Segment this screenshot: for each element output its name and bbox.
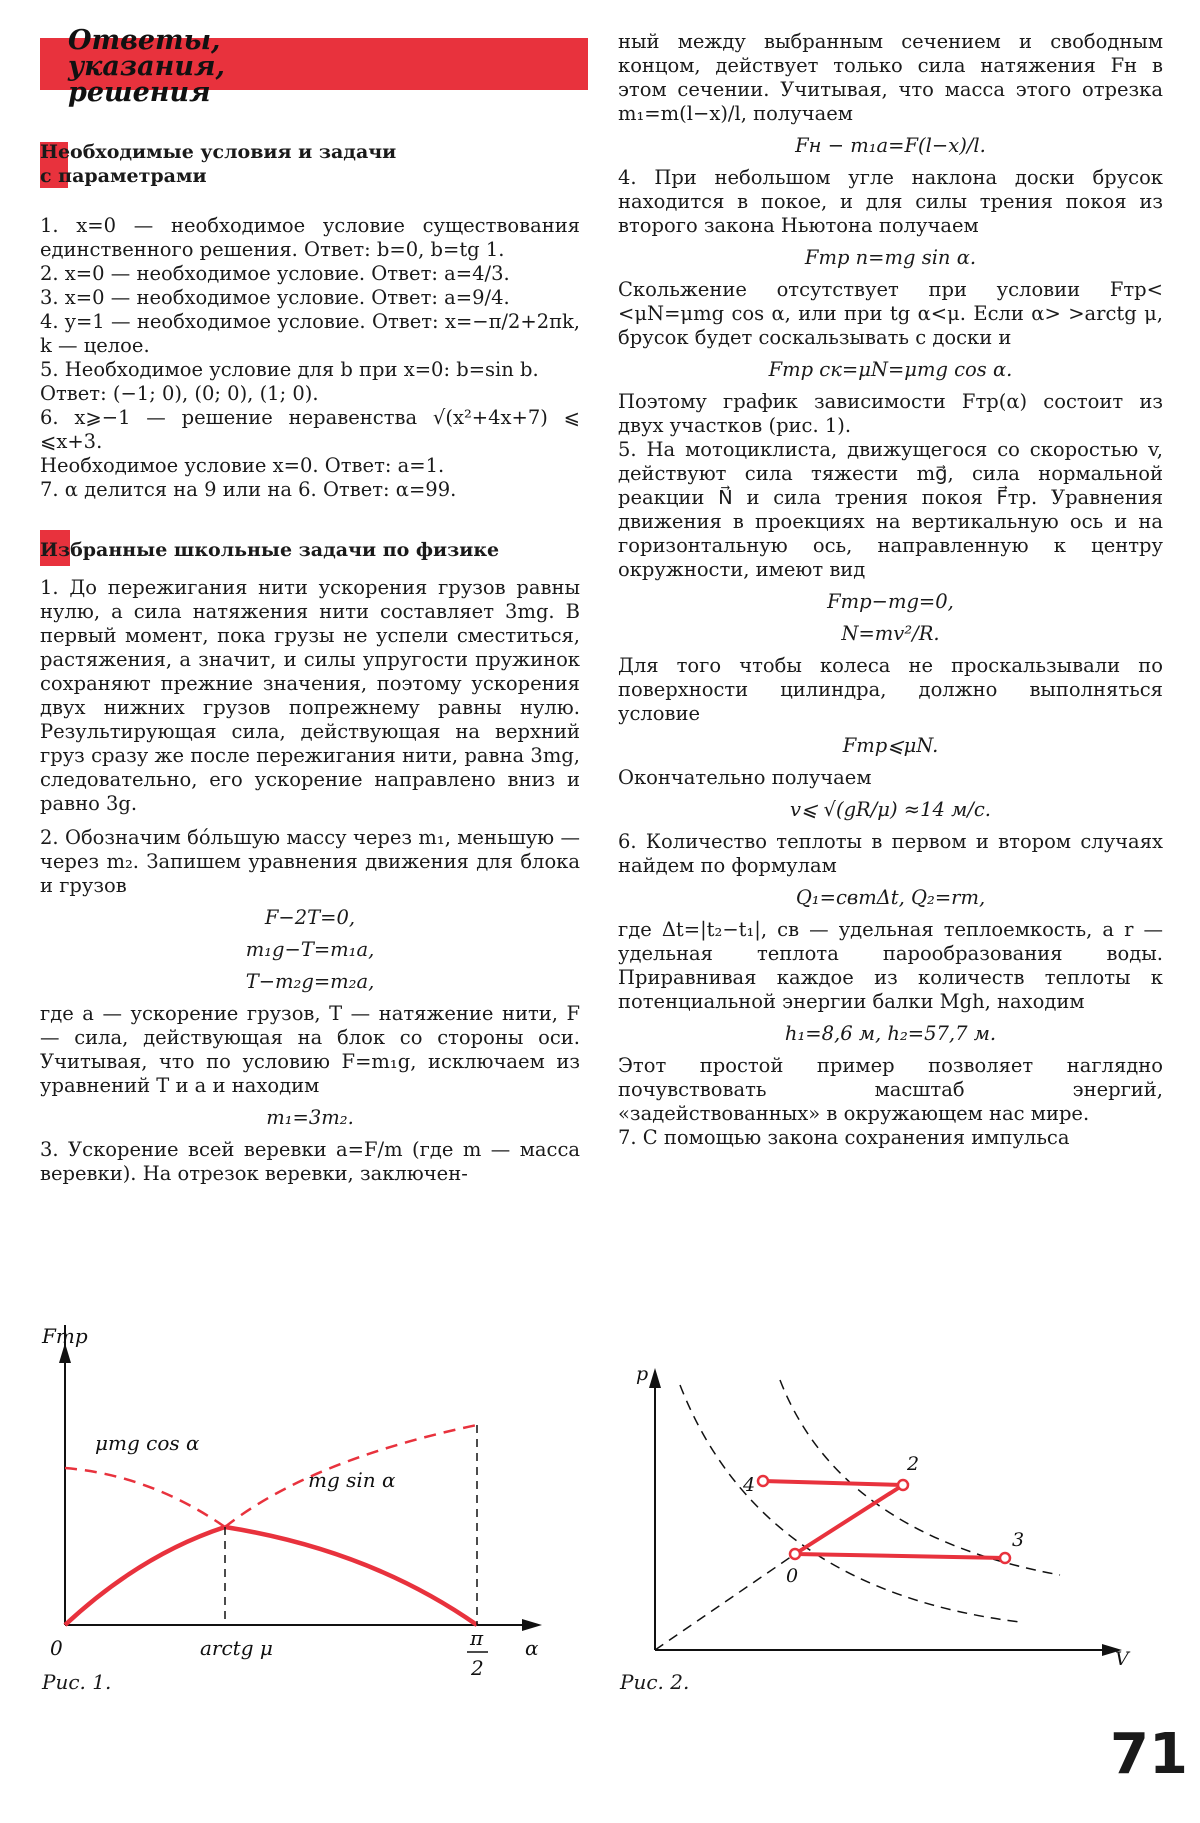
fig2-point-0 — [790, 1549, 800, 1559]
figure-2 — [620, 1360, 1140, 1670]
fig2-caption: Рис. 2. — [620, 1670, 690, 1694]
r-problem-4: 4. При небольшом угле наклона доски брусок находится в покое, и для силы трения покоя из второго закона Ньютона получаем — [618, 166, 1163, 237]
fig2-label-0: 0 — [786, 1565, 799, 1587]
s2-eq-2b: m₁g−T=m₁a, — [245, 938, 375, 961]
s2-problem-2: 2. Обозначим бóльшую массу через m₁, меньшую — через m₂. Запишем уравнения движения для блока и грузов — [40, 826, 580, 897]
r-eq-5b: N=mv²/R. — [841, 622, 940, 645]
r-problem-7: 7. С помощью закона сохранения импульса — [618, 1126, 1070, 1149]
fig1-cos-solid — [225, 1527, 477, 1625]
s1-item-7: 7. α делится на 9 или на 6. Ответ: α=99. — [40, 478, 457, 501]
fig2-point-3 — [1000, 1553, 1010, 1563]
fig2-point-4 — [758, 1476, 768, 1486]
left-column — [40, 140, 580, 1186]
s1-item-6: 6. x⩾−1 — решение неравенства √(x²+4x+7) ⩽ ⩽x+3. — [40, 406, 580, 453]
fig1-x-arrow — [522, 1619, 542, 1631]
fig2-label-3: 3 — [1012, 1529, 1025, 1551]
r-problem-5: 5. На мотоциклиста, движущегося со скоростью v, действуют сила тяжести mg⃗, сила нормальной реакции N⃗ и сила трения покоя F⃗тр. Уравнения движения в проекциях на вертикальную ось и на горизонтальную ось, направленную к центру окружности, имеют вид — [618, 438, 1163, 581]
fig2-label-4: 4 — [743, 1474, 756, 1496]
r-problem-4c: Поэтому график зависимости Fтр(α) состоит из двух участков (рис. 1). — [618, 390, 1163, 437]
fig2-point-2 — [898, 1480, 908, 1490]
fig1-caption: Рис. 1. — [42, 1670, 112, 1694]
fig2-xlabel: V — [1115, 1648, 1129, 1670]
s2-eq-2a: F−2T=0, — [264, 906, 356, 929]
r-problem-3-cont: ный между выбранным сечением и свободным концом, действует только сила натяжения Fн в этом сечении. Учитывая, что масса этого отрезка m₁=m(l−x)/l, получаем — [618, 30, 1163, 125]
fig2-ylabel: p — [636, 1363, 649, 1385]
s1-item-6-answer: Необходимое условие x=0. Ответ: a=1. — [40, 454, 445, 477]
s1-item-2: 2. x=0 — необходимое условие. Ответ: a=4/3. — [40, 262, 510, 285]
s2-eq-2c: T−m₂g=m₂a, — [245, 970, 375, 993]
s2-eq-2d: m₁=3m₂. — [266, 1106, 354, 1129]
r-eq-6b: h₁=8,6 м, h₂=57,7 м. — [784, 1022, 997, 1045]
section2-heading: Избранные школьные задачи по физике — [40, 538, 580, 562]
fig1-sin-solid — [65, 1527, 225, 1625]
banner-title: Ответы, указания, решения — [68, 25, 225, 108]
fig1-cos-label: μmg cos α — [95, 1431, 200, 1455]
r-eq-3: Fн − m₁a=F(l−x)/l. — [795, 134, 986, 157]
fig1-xlabel: α — [525, 1636, 539, 1660]
fig1-ylabel: Fтр — [42, 1325, 88, 1348]
s2-problem-3: 3. Ускорение всей веревки a=F/m (где m — масса веревки). На отрезок веревки, заключен- — [40, 1138, 580, 1185]
fig2-origin-line — [655, 1554, 795, 1650]
r-eq-5c: Fтр⩽μN. — [842, 734, 939, 757]
s1-item-4: 4. y=1 — необходимое условие. Ответ: x=−π/2+2πk, k — целое. — [40, 310, 580, 357]
s2-problem-1: 1. До пережигания нити ускорения грузов равны нулю, а сила натяжения нити составляет 3mg. В первый момент, пока грузы не успели сместиться, растяжения, а значит, и силы упругости пружинок сохраняют прежние значения, поэтому ускорения двух нижних грузов попрежнему равны нулю. Результирующая сила, действующая на верхний груз сразу же после пережигания нити, равна 3mg, следовательно, его ускорение направлено вниз и равно 3g. — [40, 576, 580, 815]
fig2-isotherm-inner — [680, 1385, 1020, 1622]
s1-item-3: 3. x=0 — необходимое условие. Ответ: a=9/4. — [40, 286, 510, 309]
fig1-pi: π — [470, 1626, 484, 1650]
r-problem-4b: Скольжение отсутствует при условии Fтр< <μN=μmg cos α, или при tg α<μ. Если α> >arctg μ, брусок будет соскальзывать с доски и — [618, 278, 1163, 349]
r-eq-5a: Fтр−mg=0, — [827, 590, 954, 613]
figure-1 — [30, 1325, 570, 1685]
s1-item-5-answer: Ответ: (−1; 0), (0; 0), (1; 0). — [40, 382, 319, 405]
fig2-process — [763, 1481, 1005, 1558]
r-eq-4a: Fтр п=mg sin α. — [804, 246, 977, 269]
right-column — [618, 30, 1163, 1150]
r-problem-6b: где Δt=|t₂−t₁|, cв — удельная теплоемкость, а r — удельная теплота парообразования воды. Приравнивая каждое из количеств теплоты к потенциальной энергии балки Mgh, находим — [618, 918, 1163, 1013]
r-eq-6a: Q₁=cвmΔt, Q₂=rm, — [795, 886, 986, 909]
fig2-label-2: 2 — [907, 1453, 920, 1475]
section1-heading: Необходимые условия и задачи с параметрами — [40, 141, 397, 187]
s2-problem-2b: где a — ускорение грузов, T — натяжение нити, F — сила, действующая на блок со стороны оси. Учитывая, что по условию F=m₁g, исключаем из уравнений T и a и находим — [40, 1002, 580, 1097]
r-eq-4b: Fтр ск=μN=μmg cos α. — [768, 358, 1013, 381]
page-number: 71 — [1110, 1722, 1188, 1787]
r-problem-5b: Для того чтобы колеса не проскальзывали по поверхности цилиндра, должно выполняться условие — [618, 654, 1163, 725]
fig1-two: 2 — [471, 1656, 484, 1680]
s1-item-5: 5. Необходимое условие для b при x=0: b=sin b. — [40, 358, 539, 381]
fig1-sin-label: mg sin α — [308, 1468, 396, 1492]
r-problem-6c: Этот простой пример позволяет наглядно почувствовать масштаб энергий, «задействованных» в окружающем нас мире. — [618, 1054, 1163, 1125]
fig1-arctg-label: arctg μ — [200, 1636, 273, 1660]
fig1-cos-curve — [65, 1468, 225, 1527]
fig2-y-arrow — [649, 1368, 661, 1388]
fig1-origin: 0 — [50, 1636, 63, 1660]
r-problem-5c: Окончательно получаем — [618, 766, 872, 789]
s1-item-1: 1. x=0 — необходимое условие существования единственного решения. Ответ: b=0, b=tg 1. — [40, 214, 580, 261]
r-problem-6: 6. Количество теплоты в первом и втором случаях найдем по формулам — [618, 830, 1163, 877]
r-eq-5d: v⩽ √(gR/μ) ≈14 м/с. — [789, 798, 991, 821]
